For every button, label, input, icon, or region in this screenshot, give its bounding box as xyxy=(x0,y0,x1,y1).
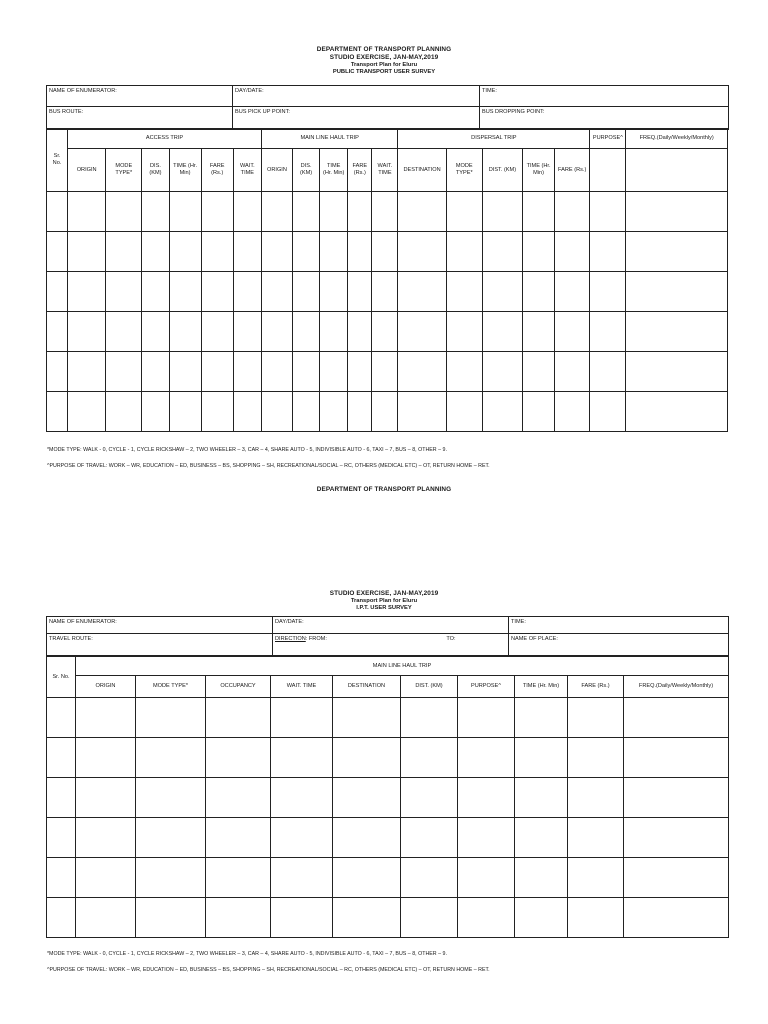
entry-cell[interactable] xyxy=(320,392,348,432)
entry-cell[interactable] xyxy=(261,312,292,352)
entry-cell[interactable] xyxy=(106,192,142,232)
purpose-header: PURPOSE^ xyxy=(458,676,515,698)
freq-header: FREQ.(Daily/Weekly/Monthly) xyxy=(624,676,729,698)
origin-header: ORIGIN xyxy=(76,676,136,698)
entry-cell[interactable] xyxy=(106,392,142,432)
bus-pick-up-point-field[interactable]: BUS PICK UP POINT: xyxy=(233,107,480,130)
name-of-enumerator-field[interactable]: NAME OF ENUMERATOR: xyxy=(47,86,233,107)
entry-cell[interactable] xyxy=(624,778,729,818)
mode-type-header: MODE TYPE* xyxy=(136,676,206,698)
entry-cell[interactable] xyxy=(76,858,136,898)
entry-cell[interactable] xyxy=(398,232,446,272)
studio-exercise-title: STUDIO EXERCISE, JAN-MAY,2019 xyxy=(329,54,439,61)
survey-title: I.P.T. USER SURVEY xyxy=(356,605,412,612)
entry-cell[interactable] xyxy=(169,392,201,432)
entry-cell[interactable] xyxy=(76,818,136,858)
entry-cell[interactable] xyxy=(169,232,201,272)
main-line-haul-trip-header: MAIN LINE HAUL TRIP xyxy=(261,129,398,149)
entry-cell[interactable] xyxy=(624,698,729,738)
table-row xyxy=(47,858,729,898)
entry-cell[interactable] xyxy=(47,352,68,392)
entry-cell[interactable] xyxy=(271,778,333,818)
entry-cell[interactable] xyxy=(458,898,515,938)
entry-cell[interactable] xyxy=(68,392,106,432)
entry-cell[interactable] xyxy=(136,818,206,858)
entry-cell[interactable] xyxy=(333,698,401,738)
entry-cell[interactable] xyxy=(106,312,142,352)
entry-cell[interactable] xyxy=(568,738,624,778)
entry-cell[interactable] xyxy=(233,312,261,352)
entry-cell[interactable] xyxy=(568,698,624,738)
entry-cell[interactable] xyxy=(206,818,271,858)
entry-cell[interactable] xyxy=(624,738,729,778)
entry-cell[interactable] xyxy=(68,272,106,312)
entry-cell[interactable] xyxy=(515,898,568,938)
access-time-header: TIME (Hr. Min) xyxy=(169,149,201,192)
entry-cell[interactable] xyxy=(446,232,482,272)
entry-cell[interactable] xyxy=(47,272,68,312)
entry-cell[interactable] xyxy=(201,352,233,392)
access-wait-time-header: WAIT. TIME xyxy=(233,149,261,192)
entry-cell[interactable] xyxy=(555,272,590,312)
entry-cell[interactable] xyxy=(142,192,169,232)
entry-cell[interactable] xyxy=(261,392,292,432)
entry-cell[interactable] xyxy=(293,312,320,352)
entry-cell[interactable] xyxy=(515,818,568,858)
entry-cell[interactable] xyxy=(372,232,398,272)
entry-cell[interactable] xyxy=(626,392,728,432)
entry-cell[interactable] xyxy=(201,312,233,352)
mode-type-note: *MODE TYPE: WALK - 0, CYCLE - 1, CYCLE RICKSHAW – 2, TWO WHEELER – 3, CAR – 4, SHARE AUTO - 5, INDIVISIBLE AUTO - 6, TAXI – 7, BUS – 8, OTHER – 9. xyxy=(47,951,447,957)
entry-cell[interactable] xyxy=(458,818,515,858)
entry-cell[interactable] xyxy=(522,312,554,352)
main-time-header: TIME (Hr. Min) xyxy=(320,149,348,192)
entry-cell[interactable] xyxy=(47,192,68,232)
entry-cell[interactable] xyxy=(142,232,169,272)
form1-info-table xyxy=(46,85,729,130)
entry-cell[interactable] xyxy=(68,352,106,392)
purpose-of-travel-note: ^PURPOSE OF TRAVEL: WORK – WR, EDUCATION – ED, BUSINESS – BS, SHOPPING – SH, RECREATIONAL/SOCIAL – RC, OTHERS (MEDICAL ETC) – OT, RETURN HOME – RET. xyxy=(47,967,490,973)
entry-cell[interactable] xyxy=(398,352,446,392)
table-row xyxy=(47,738,729,778)
form2-department-header xyxy=(0,486,768,494)
entry-cell[interactable] xyxy=(515,858,568,898)
destination-header: DESTINATION xyxy=(333,676,401,698)
entry-cell[interactable] xyxy=(261,232,292,272)
entry-cell[interactable] xyxy=(201,272,233,312)
entry-cell[interactable] xyxy=(68,232,106,272)
entry-cell[interactable] xyxy=(482,232,522,272)
entry-cell[interactable] xyxy=(201,232,233,272)
entry-cell[interactable] xyxy=(47,858,76,898)
from-label: : FROM: xyxy=(305,636,327,642)
entry-cell[interactable] xyxy=(206,858,271,898)
entry-cell[interactable] xyxy=(482,312,522,352)
entry-cell[interactable] xyxy=(398,392,446,432)
entry-cell[interactable] xyxy=(401,818,458,858)
day-date-field[interactable]: DAY/DATE: xyxy=(273,617,509,634)
entry-cell[interactable] xyxy=(568,858,624,898)
entry-cell[interactable] xyxy=(206,738,271,778)
entry-cell[interactable] xyxy=(47,698,76,738)
direction-field[interactable] xyxy=(273,634,509,656)
plan-title: Transport Plan for Eluru xyxy=(350,62,418,68)
entry-cell[interactable] xyxy=(201,392,233,432)
entry-cell[interactable] xyxy=(446,392,482,432)
form1-header xyxy=(0,46,768,76)
entry-cell[interactable] xyxy=(626,232,728,272)
purpose-sub-header xyxy=(590,149,626,192)
entry-cell[interactable] xyxy=(293,232,320,272)
entry-cell[interactable] xyxy=(446,272,482,312)
entry-cell[interactable] xyxy=(458,738,515,778)
table-row xyxy=(47,898,729,938)
entry-cell[interactable] xyxy=(555,192,590,232)
time-field[interactable]: TIME: xyxy=(480,86,729,107)
table-row xyxy=(47,352,728,392)
entry-cell[interactable] xyxy=(76,698,136,738)
entry-cell[interactable] xyxy=(293,272,320,312)
entry-cell[interactable] xyxy=(446,352,482,392)
entry-cell[interactable] xyxy=(106,232,142,272)
freq-header: FREQ.(Daily/Weekly/Monthly) xyxy=(626,129,728,149)
main-distance-header: DIS. (KM) xyxy=(293,149,320,192)
department-title: DEPARTMENT OF TRANSPORT PLANNING xyxy=(316,486,452,493)
entry-cell[interactable] xyxy=(233,392,261,432)
entry-cell[interactable] xyxy=(522,192,554,232)
entry-cell[interactable] xyxy=(333,778,401,818)
entry-cell[interactable] xyxy=(555,392,590,432)
entry-cell[interactable] xyxy=(348,352,372,392)
entry-cell[interactable] xyxy=(320,232,348,272)
dispersal-mode-type-header: MODE TYPE* xyxy=(446,149,482,192)
entry-cell[interactable] xyxy=(136,898,206,938)
mode-type-note: *MODE TYPE: WALK - 0, CYCLE - 1, CYCLE RICKSHAW – 2, TWO WHEELER – 3, CAR – 4, SHARE AUTO - 5, INDIVISIBLE AUTO - 6, TAXI – 7, BUS – 8, OTHER – 9. xyxy=(47,447,447,453)
entry-cell[interactable] xyxy=(590,232,626,272)
entry-cell[interactable] xyxy=(590,192,626,232)
entry-cell[interactable] xyxy=(401,698,458,738)
entry-cell[interactable] xyxy=(206,698,271,738)
entry-cell[interactable] xyxy=(522,392,554,432)
entry-cell[interactable] xyxy=(626,192,728,232)
entry-cell[interactable] xyxy=(590,352,626,392)
entry-cell[interactable] xyxy=(398,272,446,312)
entry-cell[interactable] xyxy=(136,778,206,818)
access-mode-type-header: MODE TYPE* xyxy=(106,149,142,192)
access-fare-header: FARE (Rs.) xyxy=(201,149,233,192)
entry-cell[interactable] xyxy=(482,192,522,232)
dispersal-fare-header: FARE (Rs.) xyxy=(555,149,590,192)
entry-cell[interactable] xyxy=(271,818,333,858)
table-row xyxy=(47,272,728,312)
form2-survey-table xyxy=(46,656,729,938)
entry-cell[interactable] xyxy=(401,898,458,938)
entry-cell[interactable] xyxy=(320,192,348,232)
table-row xyxy=(47,392,728,432)
entry-cell[interactable] xyxy=(624,818,729,858)
entry-cell[interactable] xyxy=(515,738,568,778)
entry-cell[interactable] xyxy=(555,352,590,392)
entry-cell[interactable] xyxy=(106,272,142,312)
entry-cell[interactable] xyxy=(482,392,522,432)
table-row xyxy=(47,818,729,858)
main-line-haul-trip-header: MAIN LINE HAUL TRIP xyxy=(76,657,729,676)
entry-cell[interactable] xyxy=(568,778,624,818)
entry-cell[interactable] xyxy=(233,272,261,312)
entry-cell[interactable] xyxy=(401,858,458,898)
table-row xyxy=(47,778,729,818)
entry-cell[interactable] xyxy=(76,898,136,938)
entry-cell[interactable] xyxy=(142,352,169,392)
main-fare-header: FARE (Rs.) xyxy=(348,149,372,192)
entry-cell[interactable] xyxy=(401,778,458,818)
entry-cell[interactable] xyxy=(626,272,728,312)
entry-cell[interactable] xyxy=(348,272,372,312)
fare-header: FARE (Rs.) xyxy=(568,676,624,698)
access-distance-header: DIS. (KM) xyxy=(142,149,169,192)
entry-cell[interactable] xyxy=(76,778,136,818)
department-title: DEPARTMENT OF TRANSPORT PLANNING xyxy=(316,46,452,53)
entry-cell[interactable] xyxy=(206,898,271,938)
entry-cell[interactable] xyxy=(446,312,482,352)
entry-cell[interactable] xyxy=(522,232,554,272)
entry-cell[interactable] xyxy=(372,272,398,312)
entry-cell[interactable] xyxy=(206,778,271,818)
entry-cell[interactable] xyxy=(233,232,261,272)
sr-no-header: Sr. No. xyxy=(47,657,76,698)
entry-cell[interactable] xyxy=(76,738,136,778)
entry-cell[interactable] xyxy=(47,738,76,778)
entry-cell[interactable] xyxy=(271,898,333,938)
entry-cell[interactable] xyxy=(233,352,261,392)
entry-cell[interactable] xyxy=(348,192,372,232)
entry-cell[interactable] xyxy=(47,778,76,818)
table-row xyxy=(47,232,728,272)
entry-cell[interactable] xyxy=(201,192,233,232)
dispersal-distance-header: DIST. (KM) xyxy=(482,149,522,192)
plan-title: Transport Plan for Eluru xyxy=(350,598,418,604)
entry-cell[interactable] xyxy=(458,778,515,818)
sr-no-header: Sr. No. xyxy=(47,129,68,192)
purpose-of-travel-note: ^PURPOSE OF TRAVEL: WORK – WR, EDUCATION – ED, BUSINESS – BS, SHOPPING – SH, RECREATIONAL/SOCIAL – RC, OTHERS (MEDICAL ETC) – OT, RETURN HOME – RET. xyxy=(47,463,490,469)
entry-cell[interactable] xyxy=(68,312,106,352)
entry-cell[interactable] xyxy=(555,312,590,352)
purpose-header: PURPOSE^ xyxy=(590,129,626,149)
entry-cell[interactable] xyxy=(401,738,458,778)
entry-cell[interactable] xyxy=(333,858,401,898)
entry-cell[interactable] xyxy=(398,312,446,352)
time-header: TIME (Hr. Min) xyxy=(515,676,568,698)
entry-cell[interactable] xyxy=(271,858,333,898)
entry-cell[interactable] xyxy=(568,898,624,938)
entry-cell[interactable] xyxy=(271,738,333,778)
main-origin-header: ORIGIN xyxy=(261,149,292,192)
entry-cell[interactable] xyxy=(482,352,522,392)
entry-cell[interactable] xyxy=(169,352,201,392)
entry-cell[interactable] xyxy=(293,352,320,392)
entry-cell[interactable] xyxy=(136,698,206,738)
entry-cell[interactable] xyxy=(142,272,169,312)
entry-cell[interactable] xyxy=(47,898,76,938)
form2-info-table xyxy=(46,616,729,656)
direction-label: DIRECTION xyxy=(275,636,306,642)
form2-entry-rows xyxy=(47,698,729,938)
entry-cell[interactable] xyxy=(293,392,320,432)
access-trip-header: ACCESS TRIP xyxy=(68,129,262,149)
entry-cell[interactable] xyxy=(68,192,106,232)
entry-cell[interactable] xyxy=(169,312,201,352)
entry-cell[interactable] xyxy=(590,392,626,432)
entry-cell[interactable] xyxy=(522,352,554,392)
entry-cell[interactable] xyxy=(626,312,728,352)
entry-cell[interactable] xyxy=(261,352,292,392)
dispersal-destination-header: DESTINATION xyxy=(398,149,446,192)
dispersal-time-header: TIME (Hr. Min) xyxy=(522,149,554,192)
entry-cell[interactable] xyxy=(348,392,372,432)
entry-cell[interactable] xyxy=(169,272,201,312)
entry-cell[interactable] xyxy=(142,392,169,432)
entry-cell[interactable] xyxy=(372,392,398,432)
entry-cell[interactable] xyxy=(568,818,624,858)
survey-title: PUBLIC TRANSPORT USER SURVEY xyxy=(332,69,436,76)
entry-cell[interactable] xyxy=(47,312,68,352)
entry-cell[interactable] xyxy=(320,312,348,352)
entry-cell[interactable] xyxy=(555,232,590,272)
entry-cell[interactable] xyxy=(261,272,292,312)
entry-cell[interactable] xyxy=(136,738,206,778)
access-origin-header: ORIGIN xyxy=(68,149,106,192)
occupancy-header: OCCUPANCY xyxy=(206,676,271,698)
entry-cell[interactable] xyxy=(446,192,482,232)
entry-cell[interactable] xyxy=(515,698,568,738)
entry-cell[interactable] xyxy=(590,312,626,352)
entry-cell[interactable] xyxy=(47,232,68,272)
entry-cell[interactable] xyxy=(106,352,142,392)
entry-cell[interactable] xyxy=(398,192,446,232)
entry-cell[interactable] xyxy=(333,898,401,938)
entry-cell[interactable] xyxy=(293,192,320,232)
studio-exercise-title: STUDIO EXERCISE, JAN-MAY,2019 xyxy=(329,590,439,597)
entry-cell[interactable] xyxy=(482,272,522,312)
wait-time-header: WAIT. TIME xyxy=(271,676,333,698)
distance-header: DIST. (KM) xyxy=(401,676,458,698)
entry-cell[interactable] xyxy=(624,858,729,898)
main-wait-time-header: WAIT. TIME xyxy=(372,149,398,192)
entry-cell[interactable] xyxy=(261,192,292,232)
bus-dropping-point-field[interactable]: BUS DROPPING POINT: xyxy=(480,107,729,130)
time-field[interactable]: TIME: xyxy=(509,617,729,634)
entry-cell[interactable] xyxy=(522,272,554,312)
entry-cell[interactable] xyxy=(320,352,348,392)
to-label: TO: xyxy=(446,636,456,642)
name-of-enumerator-field[interactable]: NAME OF ENUMERATOR: xyxy=(47,617,273,634)
travel-route-field[interactable]: TRAVEL ROUTE: xyxy=(47,634,273,656)
name-of-place-field[interactable]: NAME OF PLACE: xyxy=(509,634,729,656)
entry-cell[interactable] xyxy=(372,192,398,232)
entry-cell[interactable] xyxy=(47,818,76,858)
entry-cell[interactable] xyxy=(271,698,333,738)
entry-cell[interactable] xyxy=(233,192,261,232)
entry-cell[interactable] xyxy=(333,738,401,778)
bus-route-field[interactable]: BUS ROUTE: xyxy=(47,107,233,130)
freq-sub-header xyxy=(626,149,728,192)
entry-cell[interactable] xyxy=(372,352,398,392)
entry-cell[interactable] xyxy=(47,392,68,432)
entry-cell[interactable] xyxy=(136,858,206,898)
entry-cell[interactable] xyxy=(348,312,372,352)
entry-cell[interactable] xyxy=(372,312,398,352)
form1-entry-rows xyxy=(47,192,728,432)
table-row xyxy=(47,312,728,352)
table-row xyxy=(47,192,728,232)
entry-cell[interactable] xyxy=(169,192,201,232)
entry-cell[interactable] xyxy=(348,232,372,272)
entry-cell[interactable] xyxy=(333,818,401,858)
entry-cell[interactable] xyxy=(626,352,728,392)
entry-cell[interactable] xyxy=(320,272,348,312)
dispersal-trip-header: DISPERSAL TRIP xyxy=(398,129,590,149)
entry-cell[interactable] xyxy=(624,898,729,938)
form1-survey-table xyxy=(46,128,728,432)
entry-cell[interactable] xyxy=(142,312,169,352)
entry-cell[interactable] xyxy=(590,272,626,312)
table-row xyxy=(47,698,729,738)
entry-cell[interactable] xyxy=(458,698,515,738)
form2-header xyxy=(0,590,768,612)
day-date-field[interactable]: DAY/DATE: xyxy=(233,86,480,107)
entry-cell[interactable] xyxy=(458,858,515,898)
entry-cell[interactable] xyxy=(515,778,568,818)
